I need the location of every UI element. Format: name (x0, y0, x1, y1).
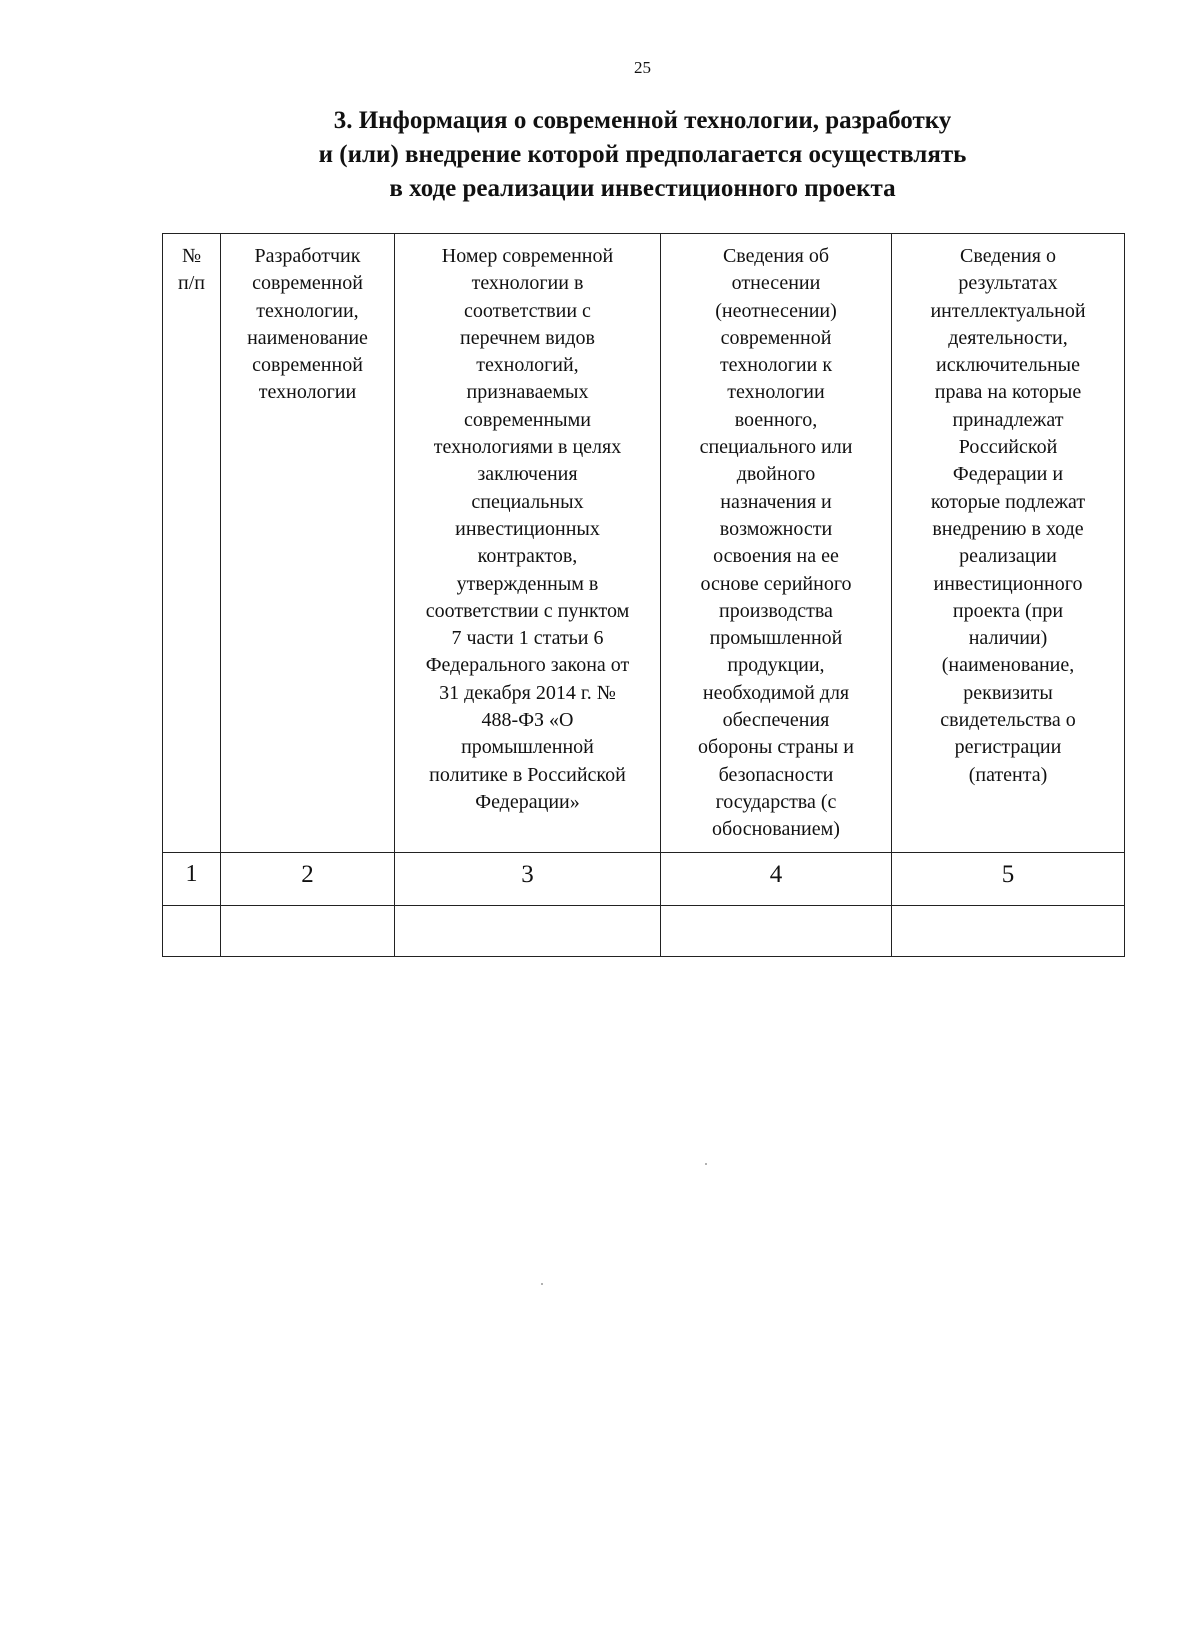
column-number-cell: 3 (395, 853, 661, 906)
section-title (0, 104, 1200, 206)
table-row (163, 906, 1125, 957)
header-intellectual-property-text: Сведения о результатах интеллектуальной деятельности, исключительные права на которые принадлежат Российской Федерации и которые подлежат внедрению в ходе реализации инвестиционного проекта (при наличии) (наименование, реквизиты свидетельства о регистрации (патента) (930, 245, 1086, 786)
header-technology-number-text: Номер современной технологии в соответствии с перечнем видов технологий, признаваемых современными технологиями в целях заключения специальных инвестиционных контрактов, утвержденным в соответствии с пунктом 7 части 1 статьи 6 Федерального закона от 31 декабря 2014 г. № 488-ФЗ «О промышленной политике в Российской Федерации» (425, 245, 630, 813)
table-cell (661, 906, 892, 957)
title-line-1: 3. Информация о современной технологии, разработку (333, 107, 952, 134)
column-number-row (163, 853, 1125, 906)
header-cell-number (163, 234, 221, 853)
title-line-2: и (или) внедрение которой предполагается осуществлять (318, 141, 967, 168)
table-cell (221, 906, 395, 957)
table-header-row (163, 234, 1125, 853)
column-number-cell: 4 (661, 853, 892, 906)
column-number-cell: 5 (892, 853, 1125, 906)
page-number: 25 (634, 58, 651, 77)
header-military-status-text: Сведения об отнесении (неотнесении) современной технологии к технологии военного, специального или двойного назначения и возможности освоения на ее основе серийного производства промышленной продукции, необходимой для обеспечения обороны страны и безопасности государства (с обоснованием) (698, 245, 854, 841)
technology-table (162, 233, 1125, 957)
table-cell (163, 906, 221, 957)
column-number-cell: 1 (163, 853, 221, 906)
title-line-3: в ходе реализации инвестиционного проекта (389, 175, 896, 202)
column-number-cell: 2 (221, 853, 395, 906)
header-developer-text: Разработчик современной технологии, наименование современной технологии (247, 245, 368, 404)
scan-speck (705, 1163, 707, 1165)
scan-speck (541, 1283, 543, 1285)
header-cell-developer (221, 234, 395, 853)
table-cell (395, 906, 661, 957)
table-cell (892, 906, 1125, 957)
header-cell-intellectual-property (892, 234, 1125, 853)
header-number-text: № п/п (178, 245, 205, 295)
header-cell-military-status (661, 234, 892, 853)
header-cell-technology-number (395, 234, 661, 853)
